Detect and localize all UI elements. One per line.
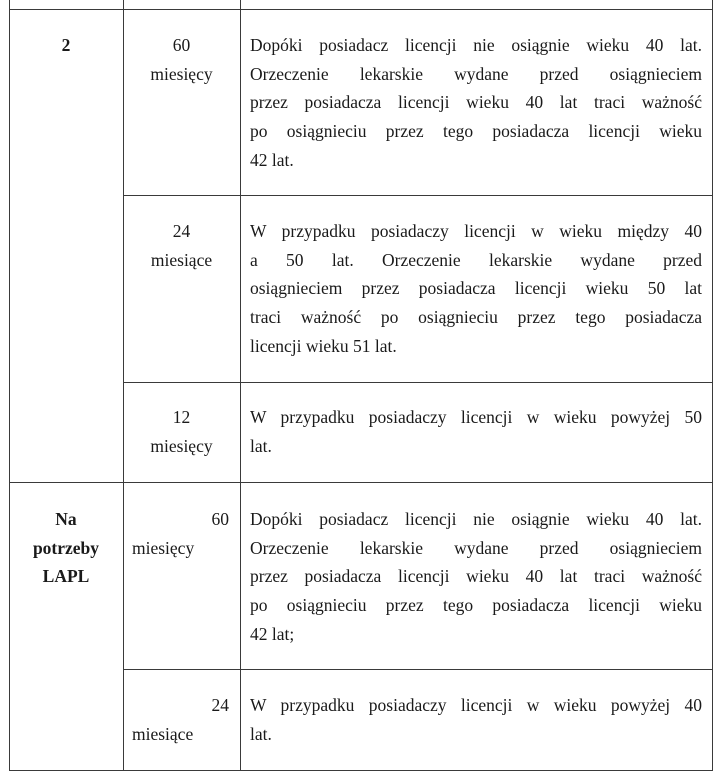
period-unit: miesięcy xyxy=(132,537,195,558)
category-label: LAPL xyxy=(42,566,90,587)
description-cell xyxy=(250,403,702,460)
category-label: potrzeby xyxy=(32,537,100,558)
description-line: W przypadku posiadaczy licencji w wieku powyżej 50 xyxy=(250,407,702,427)
period-cell xyxy=(124,31,239,88)
description-cell xyxy=(250,505,702,649)
period-number: 24 xyxy=(172,221,191,241)
period-cell xyxy=(124,505,239,562)
description-line: W przypadku posiadaczy licencji w wieku powyżej 40 xyxy=(250,695,702,715)
category-cell xyxy=(10,505,122,591)
table-border-right xyxy=(712,0,713,771)
period-cell xyxy=(124,217,239,274)
row-divider-group xyxy=(9,482,713,483)
description-line: 42 lat; xyxy=(250,623,295,644)
description-line: 42 lat. xyxy=(250,149,294,170)
period-unit: miesięcy xyxy=(150,435,213,456)
column-divider-2 xyxy=(240,0,241,771)
description-line: licencji wieku 51 lat. xyxy=(250,335,397,356)
column-divider-1 xyxy=(123,0,124,771)
description-line: a 50 lat. Orzeczenie lekarskie wydane przed xyxy=(250,249,702,270)
description-line: po osiągnieciu przez tego posiadacza licencji wieku xyxy=(250,595,702,616)
period-cell xyxy=(124,403,239,460)
description-cell xyxy=(250,31,702,175)
table-border-left xyxy=(9,0,10,771)
table-border-bottom xyxy=(9,770,713,771)
description-line: W przypadku posiadaczy licencji w wieku między 40 xyxy=(250,221,702,241)
description-line: lat. xyxy=(250,435,272,456)
description-line: Orzeczenie lekarskie wydane przed osiągnieciem xyxy=(250,537,702,558)
category-label: 2 xyxy=(61,35,71,55)
description-line: przez posiadacza licencji wieku 40 lat traci ważność xyxy=(250,566,702,587)
category-cell xyxy=(10,31,122,60)
period-number: 24 xyxy=(211,695,229,715)
description-line: osiągnieciem przez posiadacza licencji wieku 50 lat xyxy=(250,278,702,299)
category-label: Na xyxy=(55,509,77,529)
period-number: 60 xyxy=(172,35,191,55)
description-line: traci ważność po osiągnieciu przez tego posiadacza xyxy=(250,307,702,328)
description-line: Dopóki posiadacz licencji nie osiągnie wieku 40 lat. xyxy=(250,509,702,529)
description-cell xyxy=(250,691,702,748)
period-unit: miesięcy xyxy=(150,63,213,84)
row-divider xyxy=(123,195,713,196)
period-cell xyxy=(124,691,239,748)
row-divider-top xyxy=(9,9,713,10)
period-number: 12 xyxy=(172,407,191,427)
description-line: lat. xyxy=(250,723,272,744)
description-line: Dopóki posiadacz licencji nie osiągnie wieku 40 lat. xyxy=(250,35,702,55)
description-cell xyxy=(250,217,702,361)
row-divider xyxy=(123,669,713,670)
description-line: przez posiadacza licencji wieku 40 lat traci ważność xyxy=(250,92,702,113)
description-line: po osiągnieciu przez tego posiadacza licencji wieku xyxy=(250,121,702,142)
row-divider xyxy=(123,382,713,383)
period-number: 60 xyxy=(211,509,229,529)
description-line: Orzeczenie lekarskie wydane przed osiągnieciem xyxy=(250,63,702,84)
period-unit: miesiące xyxy=(150,249,213,270)
period-unit: miesiące xyxy=(132,723,194,744)
